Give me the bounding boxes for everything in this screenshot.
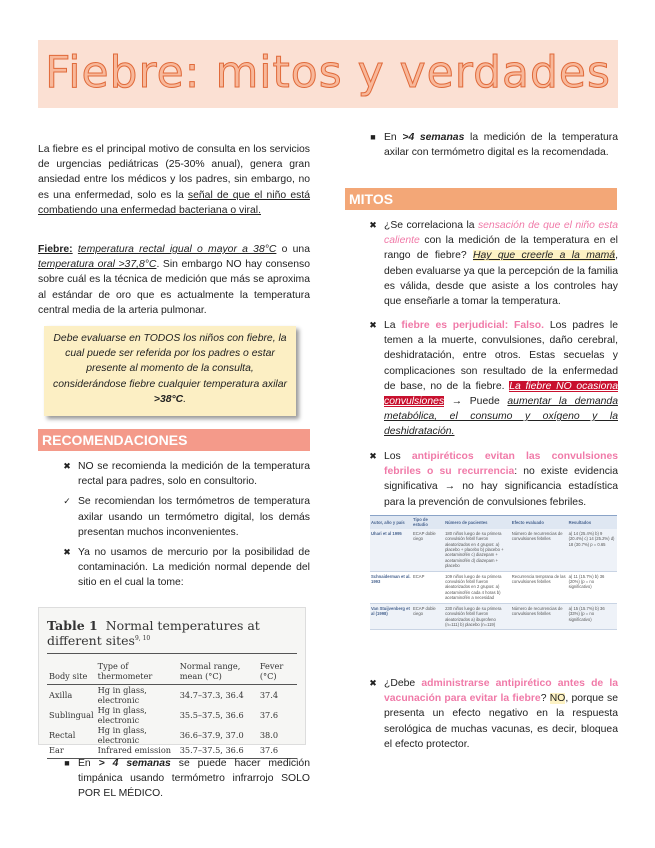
table-row: Rectal Hg in glass, electronic 36.6–37.9, 37.0 38.0 xyxy=(49,725,279,745)
tympanic-note xyxy=(60,756,310,807)
intro-paragraph: La fiebre es el principal motivo de consulta en los servicios de urgencias pediátricas (25-30% anual), genera gran ansiedad entre los médicos y los padres, sin embargo, no es una enfermedad, solo es la señal de que el niño está combatiendo una enfermedad bacteriana o viral. xyxy=(38,144,310,216)
check-icon: ✓ xyxy=(63,496,71,507)
page-title: Fiebre: mitos y verdades xyxy=(45,47,611,98)
list-item: ✓ Se recomiendan los termómetros de temperatura axilar usando un termómetro digital, los demás presentan muchos inconvenientes. xyxy=(60,494,310,540)
list-item: ■ En > 4 semanas se puede hacer medición timpánica usando termómetro infrarrojo SOLO POR EL MÉDICO. xyxy=(60,756,310,802)
recomendaciones-list xyxy=(60,459,310,596)
normal-temperatures-table: Table 1 Normal temperatures at different sites$^{9, 10}$ Body site Type of thermometer Normal range, mean (°C) Fever (°C) Axilla Hg in glass, electronic 34.7–37.3, 36.4 37.4 Sublingual Hg in glass, electronic 35.5–37.5, 36.6 37.6 Rectal Hg in glass, electronic 36.6–37.9, 37.0 38.0 Ear Infrared emission 35.7–37.5, 36.6 37.6 xyxy=(38,607,306,745)
cross-icon: ✖ xyxy=(63,547,71,558)
cross-icon: ✖ xyxy=(63,461,71,471)
list-item: ✖ NO se recomienda la medición de la temperatura rectal para padres, solo en consultorio. xyxy=(60,459,310,489)
list-item: ✖ ¿Se correlaciona la sensación de que el niño esta caliente con la medición de la temperatura en el rango de fiebre? Hay que creerle a la mamá, deben evaluarse ya que la percepción de la familia es válida, desde que asiste a los controles hay que enseñarle a tomar la temperatura. xyxy=(366,218,618,309)
mito-4 xyxy=(366,676,618,757)
list-item: ✖ ¿Debe administrarse antipirético antes de la vacunación para evitar la fiebre? NO, porque se presenta un efecto negativo en la respuesta serológica de muchas vacunas, es decir, bloquea el efecto protector. xyxy=(366,676,618,752)
note-box: Debe evaluarse en TODOS los niños con fiebre, la cual puede ser referida por los padres o estar presente al momento de la consulta, considerándose fiebre cualquier temperatura axilar >38°C. xyxy=(44,326,296,416)
mito-3 xyxy=(366,449,618,515)
cross-icon: ✖ xyxy=(369,451,377,461)
list-item: ✖ Ya no usamos de mercurio por la posibilidad de contaminación. La medición normal depende del sitio en el cual la tome: xyxy=(60,545,310,591)
axillary-recommendation xyxy=(366,130,618,165)
list-item: ✖ La fiebre es perjudicial: Falso. Los padres le temen a la muerte, convulsiones, daño cerebral, deshidratación, entre otros. Estas secuelas y complicaciones son resultado de la enfermedad de base, no de la fiebre. La fiebre NO ocasiona convulsiones → Puede aumentar la demanda metabólica, el consumo y oxígeno y la deshidratación. xyxy=(366,318,618,440)
cross-icon: ✖ xyxy=(369,678,377,688)
fever-definition: Fiebre: temperatura rectal igual o mayor a 38°C o una temperatura oral >37,8°C. Sin embargo NO hay consenso sobre cuál es la técnica de medición que más se aproxima al estándar de oro que es actualmente la temperatura central media de la arteria pulmonar. xyxy=(38,244,310,316)
table-row: Schnaiderman et al. 1993 ECAP 109 niños luego de su primera convulsión febril fueron aleatorizados en 2 grupos: a) acetaminofén cada 4 horas b) acetaminofén a necesidad Recurrencia temprana de las convulsiones febriles a) 11 (15.7%) b) 36 (20%) (p = no significativo) xyxy=(370,571,617,603)
list-item: ✖ Los antipiréticos evitan las convulsiones febriles o su recurrencia: no existe evidencia significativa → no hay significancia estadística para la prevención de convulsiones febriles. xyxy=(366,449,618,510)
antipyretic-studies-table: Autor, año y país Tipo de estudio Número de pacientes Efecto evaluado Resultados Uhari et al 1995 ECAP doble ciego 180 niños luego de su primera convulsión febril fueron aleatorizados en 4 grupos: a) placebo + placebo b) placebo + acetaminofén c) diazepam + acetaminofén d) diazepam + placebo Número de recurrencias de convulsiones febriles a) 14 (25.4%) b) 9 (20.4%) c) 14 (25.2%) d) 18 (30.7%) p = 0.65 Schnaiderman et al. 1993 ECAP 109 niños luego de su primera convulsión febril fueron aleatorizados en 2 grupos: a) acetaminofén cada 4 horas b) acetaminofén a necesidad Recurrencia temprana de las convulsiones febriles a) 11 (15.7%) b) 36 (20%) (p = no significativo) Van Stuijvenberg et al (1998) ECAP doble ciego 230 niños luego de su primera convulsión febril fueron aleatorizados a) ibuprofeno (n=111) b) placebo (n=119) Número de recurrencias de convulsiones febriles a) 15 (15.7%) b) 36 (33%) (p = no significativo) xyxy=(370,515,617,666)
square-bullet-icon: ■ xyxy=(370,132,376,142)
mitos-heading: MITOS xyxy=(345,188,617,210)
recomendaciones-heading: RECOMENDACIONES xyxy=(38,429,310,451)
table-row: Axilla Hg in glass, electronic 34.7–37.3, 36.4 37.4 xyxy=(49,685,279,705)
square-bullet-icon: ■ xyxy=(64,758,70,768)
mito-2 xyxy=(366,318,618,445)
cross-icon: ✖ xyxy=(369,320,377,330)
list-item: ■ En >4 semanas la medición de la temperatura axilar con termómetro digital es la recomendada. xyxy=(366,130,618,160)
table-row: Sublingual Hg in glass, electronic 35.5–37.5, 36.6 37.6 xyxy=(49,705,279,725)
table-row: Ear Infrared emission 35.7–37.5, 36.6 37.6 xyxy=(47,745,297,759)
table-row: Van Stuijvenberg et al (1998) ECAP doble ciego 230 niños luego de su primera convulsión febril fueron aleatorizados a) ibuprofeno (n=111) b) placebo (n=119) Número de recurrencias de convulsiones febriles a) 15 (15.7%) b) 36 (33%) (p = no significativo) xyxy=(370,603,617,630)
table-row: Uhari et al 1995 ECAP doble ciego 180 niños luego de su primera convulsión febril fueron aleatorizados en 4 grupos: a) placebo + placebo b) placebo + acetaminofén c) diazepam + acetaminofén d) diazepam + placebo Número de recurrencias de convulsiones febriles a) 14 (25.4%) b) 9 (20.4%) c) 14 (25.2%) d) 18 (30.7%) p = 0.65 xyxy=(370,529,617,571)
mito-1 xyxy=(366,218,618,314)
cross-icon: ✖ xyxy=(369,220,377,230)
